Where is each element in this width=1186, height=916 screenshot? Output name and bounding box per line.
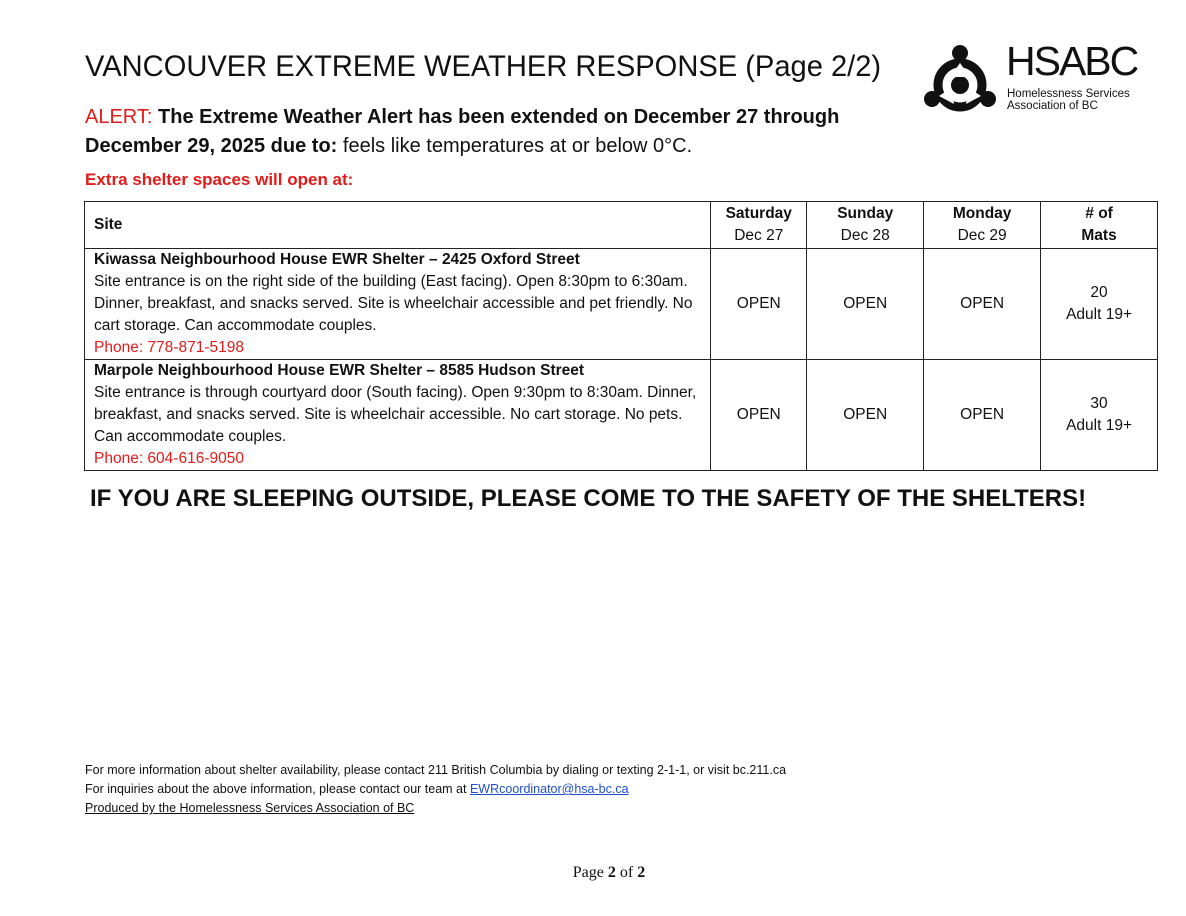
site-name: Kiwassa Neighbourhood House EWR Shelter – 2425 Oxford Street [94,251,580,268]
table-header-row [85,202,1158,249]
footer-inquiries-text: For inquiries about the above information, please contact our team at [85,782,467,796]
page-number [0,864,1186,882]
column-header-saturday [711,202,807,249]
footer-info-line: For more information about shelter availability, please contact 211 British Columbia by dialing or texting 2-1-1, or visit bc.211.ca [85,763,787,777]
alert-message [85,103,905,161]
logo-subtitle-line2: Association of BC [1007,100,1098,112]
page-of-word: of [619,864,634,881]
monday-date: Dec 29 [957,227,1007,244]
saturday-day: Saturday [725,205,792,222]
site-cell [85,249,711,360]
column-header-mats [1041,202,1158,249]
shelter-table [84,201,1158,471]
table-row [85,360,1158,471]
saturday-status: OPEN [711,249,807,360]
saturday-status: OPEN [711,360,807,471]
site-phone: Phone: 604-616-9050 [94,450,244,467]
page-word: Page [572,864,604,881]
alert-label: ALERT: [85,106,153,128]
site-name: Marpole Neighbourhood House EWR Shelter – 8585 Hudson Street [94,362,585,379]
mats-cell [1041,249,1158,360]
mats-cell [1041,360,1158,471]
logo-subtitle [1007,88,1130,112]
logo-subtitle-line1: Homelessness Services [1007,88,1130,100]
alert-reason: feels like temperatures at or below 0°C. [342,135,693,157]
sunday-status: OPEN [807,360,924,471]
sunday-status: OPEN [807,249,924,360]
site-description: Site entrance is through courtyard door (South facing). Open 9:30pm to 8:30am. Dinner, breakfast, and snacks served. Site is wheelchair accessible. No cart storage. No pets. Can accommodate couples. [94,384,697,445]
mats-count: 30 [1090,395,1108,412]
page-total: 2 [637,864,646,881]
site-cell [85,360,711,471]
page-title: VANCOUVER EXTREME WEATHER RESPONSE (Page 2/2) [85,50,882,83]
footer-producer-line: Produced by the Homelessness Services Association of BC [85,801,415,815]
table-row [85,249,1158,360]
column-header-site: Site [85,202,711,249]
sunday-day: Sunday [837,205,894,222]
monday-status: OPEN [924,249,1041,360]
hsabc-logo-icon [924,44,996,114]
site-phone: Phone: 778-871-5198 [94,339,244,356]
mats-header-line2: Mats [1081,227,1117,244]
saturday-date: Dec 27 [734,227,784,244]
safety-notice: IF YOU ARE SLEEPING OUTSIDE, PLEASE COME TO THE SAFETY OF THE SHELTERS! [90,485,1087,512]
mats-count: 20 [1090,284,1108,301]
coordinator-email-link[interactable]: EWRcoordinator@hsa-bc.ca [469,782,629,796]
monday-day: Monday [952,205,1012,222]
column-header-monday [924,202,1041,249]
footer [85,761,786,818]
logo-abbreviation: HSABC [1006,38,1138,84]
site-description: Site entrance is on the right side of the building (East facing). Open 8:30pm to 6:30am. Dinner, breakfast, and snacks served. Site is wheelchair accessible and pet friendly. No cart storage. Can accommodate couples. [94,273,693,334]
page-current: 2 [607,864,616,881]
footer-inquiries-line [85,780,786,799]
mats-note: Adult 19+ [1066,306,1133,323]
mats-header-line1: # of [1085,205,1113,222]
mats-note: Adult 19+ [1066,417,1133,434]
monday-status: OPEN [924,360,1041,471]
sunday-date: Dec 28 [840,227,890,244]
alert-bold-text: The Extreme Weather Alert has been extended on December 27 through December 29, 2025 due to: [85,106,840,157]
hsabc-logo [924,38,1138,116]
extra-spaces-heading: Extra shelter spaces will open at: [85,170,354,189]
column-header-sunday [807,202,924,249]
